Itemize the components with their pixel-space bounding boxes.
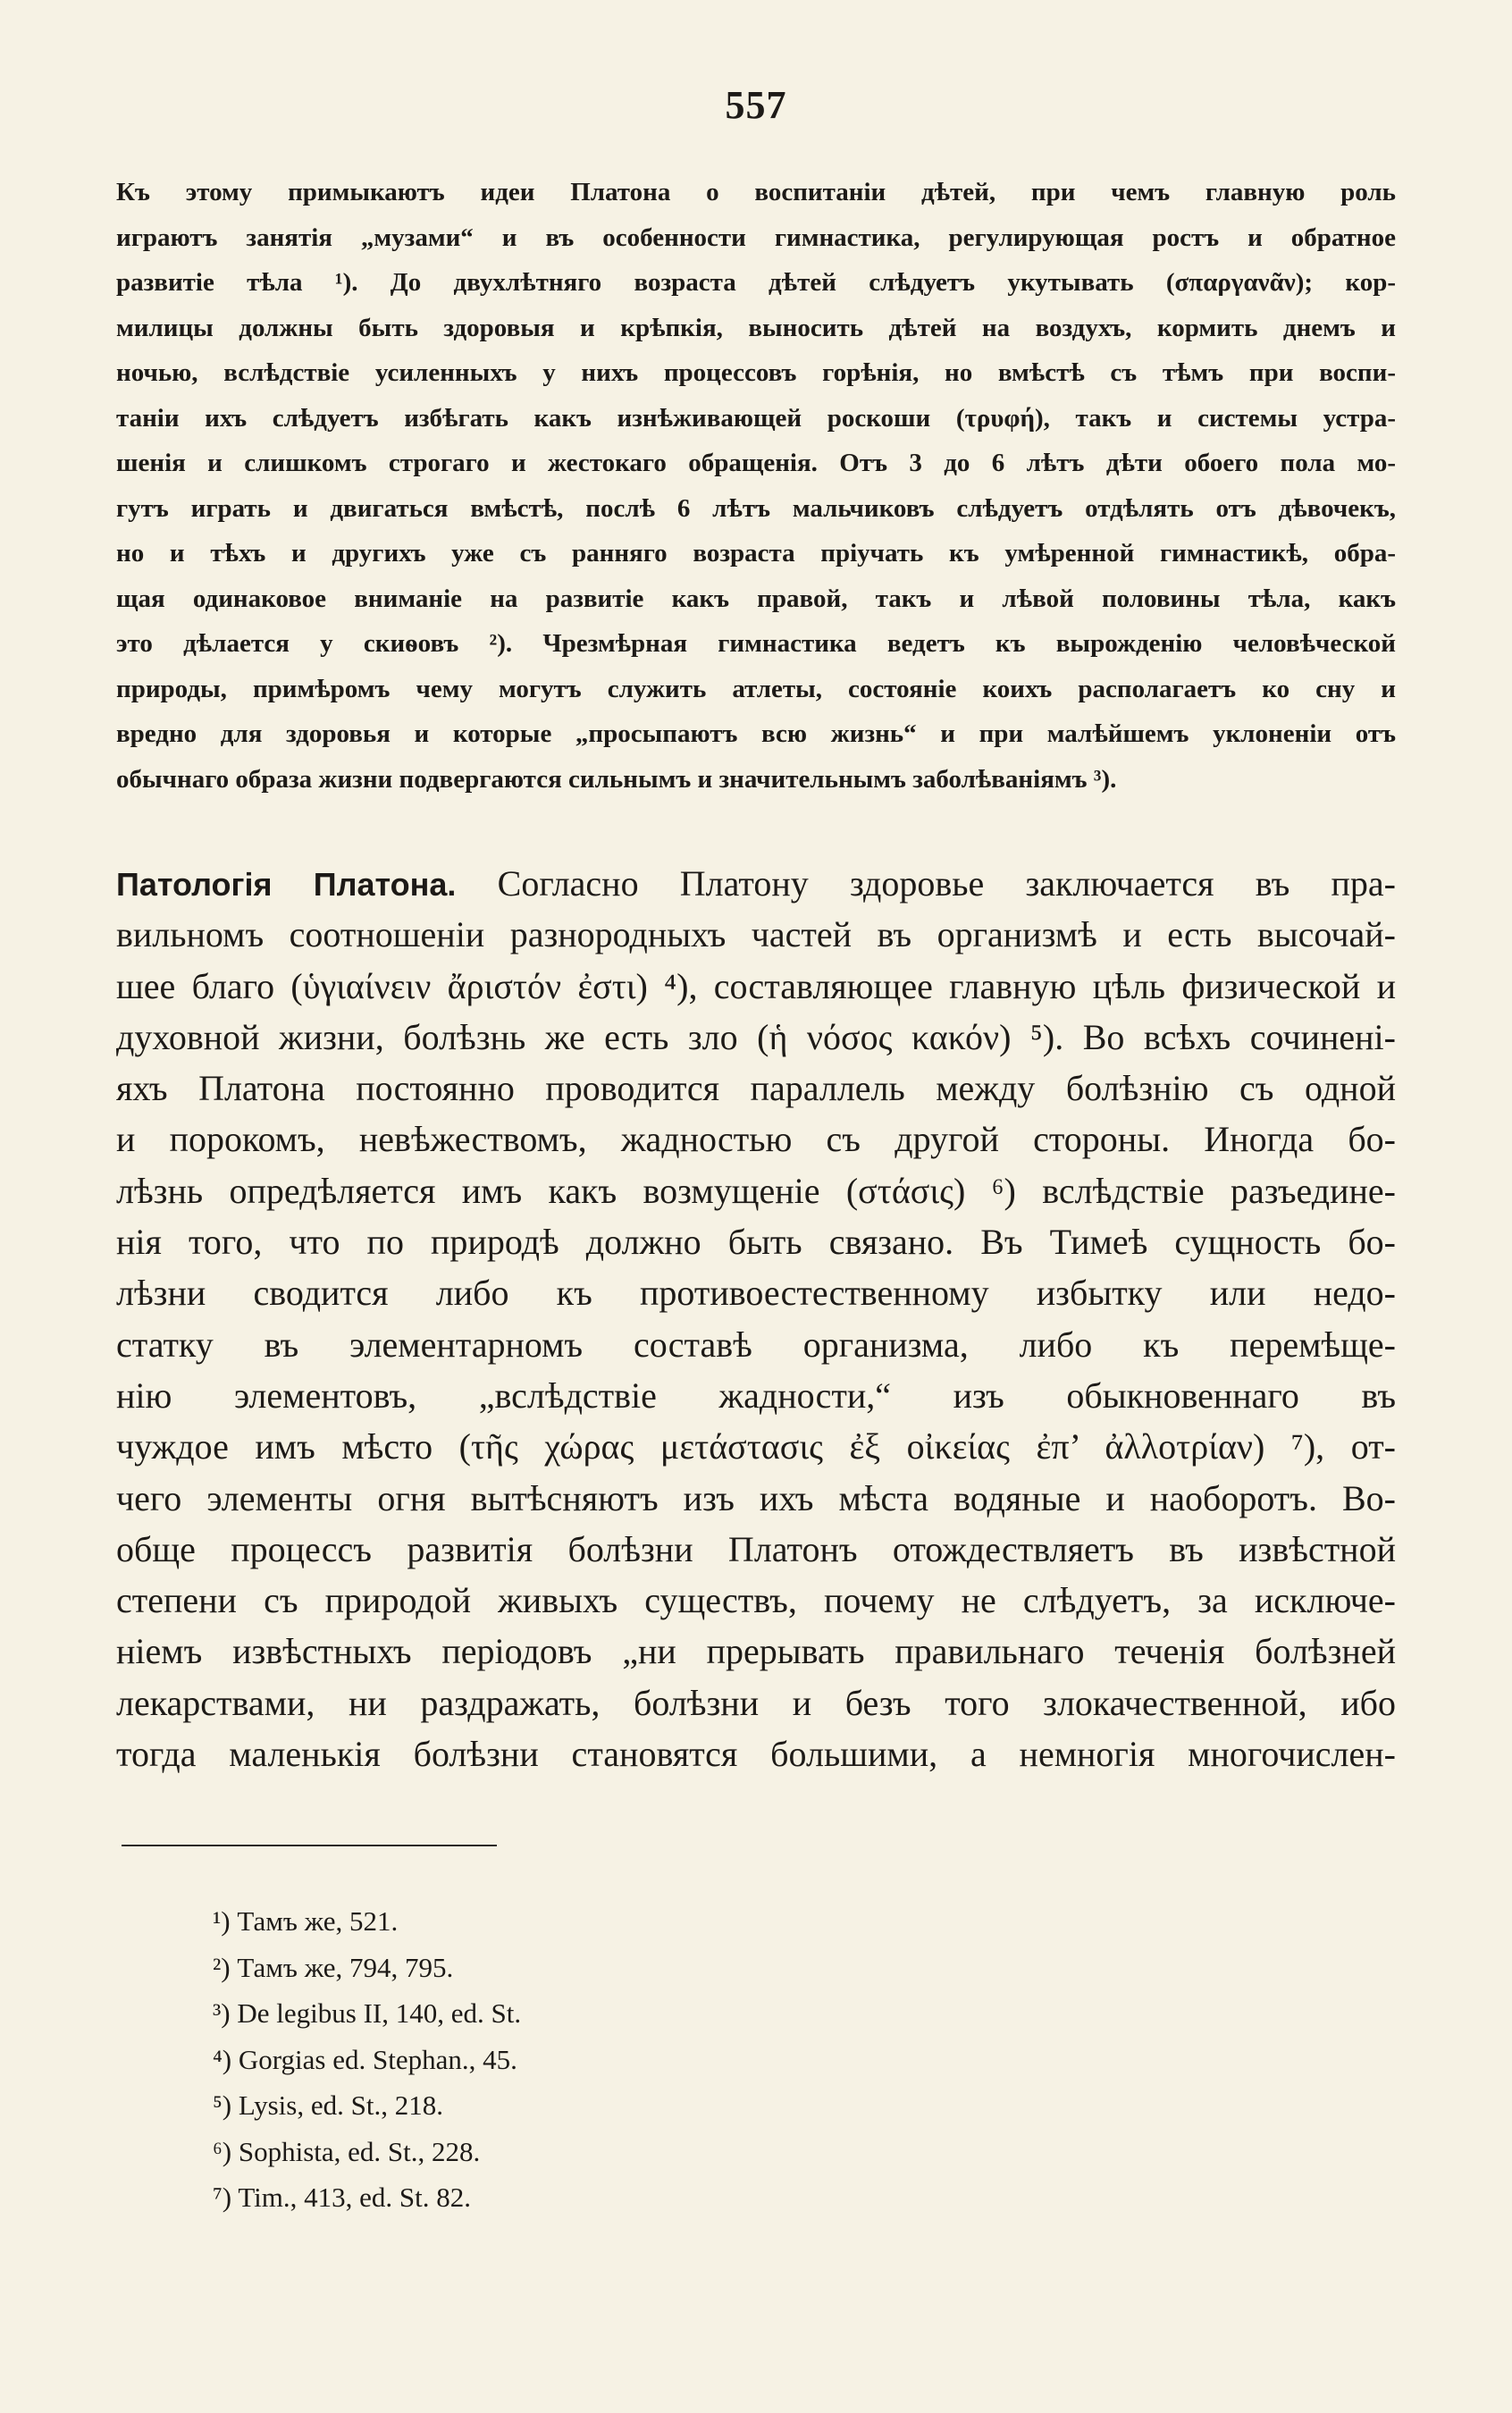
text-line: [116, 858, 1396, 909]
text-line: тогда маленькія болѣзни становятся большими, а немногія многочислен-: [116, 1734, 1396, 1775]
text-line: и порокомъ, невѣжествомъ, жадностью съ другой стороны. Иногда бо-: [116, 1119, 1396, 1160]
text-line: нія того, что по природѣ должно быть связано. Въ Тимеѣ сущность бо-: [116, 1222, 1396, 1263]
text-line: ніемъ извѣстныхъ періодовъ „ни прерывать правильнаго теченія болѣзней: [116, 1631, 1396, 1672]
text-line: гутъ играть и двигаться вмѣстѣ, послѣ 6 лѣтъ мальчиковъ слѣдуетъ отдѣлять отъ дѣвочекъ,: [116, 493, 1396, 523]
text-line: играютъ занятія „музами“ и въ особенности гимнастика, регулирующая ростъ и обратное: [116, 223, 1396, 252]
text-line: шее благо (ὑγιαίνειν ἄριστόν ἐστι) ⁴), составляющее главную цѣль физической и: [116, 965, 1396, 1006]
text-line: яхъ Платона постоянно проводится параллель между болѣзнію съ одной: [116, 1068, 1396, 1109]
footnote: ⁴) Gorgias ed. Stephan., 45.: [213, 2043, 517, 2075]
text-line: степени съ природой живыхъ существъ, почему не слѣдуетъ, за исключе-: [116, 1580, 1396, 1621]
text-line: это дѣлается у скиѳовъ ²). Чрезмѣрная гимнастика ведетъ къ вырожденію человѣческой: [116, 629, 1396, 658]
text-line: чуждое имъ мѣсто (τῆς χώρας μετάστασις ἐξ οἰκείας ἐπ’ ἀλλοτρίαν) ⁷), от-: [116, 1426, 1396, 1467]
section-heading: Патологія Платона.: [116, 866, 457, 903]
text-line: ночью, вслѣдствіе усиленныхъ у нихъ процессовъ горѣнія, но вмѣстѣ съ тѣмъ при воспи-: [116, 358, 1396, 387]
footnote: ³) De legibus II, 140, ed. St.: [213, 1997, 522, 2029]
footnote: ⁷) Tim., 413, ed. St. 82.: [213, 2182, 472, 2213]
text-line: обще процессъ развитія болѣзни Платонъ отождествляетъ въ извѣстной: [116, 1528, 1396, 1569]
text-line: вильномъ соотношеніи разнородныхъ частей въ организмѣ и есть высочай-: [116, 914, 1396, 955]
text-line: Къ этому примыкаютъ идеи Платона о воспитаніи дѣтей, при чемъ главную роль: [116, 178, 1396, 206]
text-line: обычнаго образа жизни подвергаются сильнымъ и значительнымъ заболѣваніямъ ³).: [116, 764, 1117, 794]
text-line: щая одинаковое вниманіе на развитіе какъ правой, такъ и лѣвой половины тѣла, какъ: [116, 584, 1396, 613]
paragraph-education: [116, 170, 1396, 802]
text-line: вредно для здоровья и которые „просыпаютъ всю жизнь“ и при малѣйшемъ уклоненіи отъ: [116, 719, 1396, 748]
text-line: духовной жизни, болѣзнь же есть зло (ἡ νόσος κακόν) ⁵). Во всѣхъ сочинені-: [116, 1016, 1396, 1057]
text-line: лекарствами, ни раздражать, болѣзни и безъ того злокачественной, ибо: [116, 1682, 1396, 1723]
text-line: развитіе тѣла ¹). До двухлѣтняго возраста дѣтей слѣдуетъ укутывать (σπαργανᾶν); кор-: [116, 268, 1396, 297]
text-line: природы, примѣромъ чему могутъ служить атлеты, состояніе коихъ располагаетъ ко сну и: [116, 674, 1396, 703]
text-line: лѣзни сводится либо къ противоестественному избытку или недо-: [116, 1273, 1396, 1314]
text-line: таніи ихъ слѣдуетъ избѣгать какъ изнѣживающей роскоши (τρυφή), такъ и системы устра-: [116, 403, 1396, 433]
paragraph-pathology: [116, 858, 1396, 1779]
text-line: нію элементовъ, „вслѣдствіе жадности,“ изъ обыкновеннаго въ: [116, 1375, 1396, 1416]
footnotes: [213, 1898, 928, 2221]
text-line: статку въ элементарномъ составѣ организма, либо къ перемѣще-: [116, 1324, 1396, 1365]
footnote: ⁵) Lysis, ed. St., 218.: [213, 2089, 443, 2121]
footnote-divider: [122, 1845, 497, 1846]
text-line: милицы должны быть здоровыя и крѣпкія, выносить дѣтей на воздухъ, кормить днемъ и: [116, 313, 1396, 342]
heading-line-text: Согласно Платону здоровье заключается въ пра-: [497, 863, 1397, 904]
text-line: чего элементы огня вытѣсняютъ изъ ихъ мѣста водяные и наоборотъ. Во-: [116, 1477, 1396, 1518]
footnote: ²) Тамъ же, 794, 795.: [213, 1951, 454, 1983]
text-line: но и тѣхъ и другихъ уже съ ранняго возраста пріучать къ умѣренной гимнастикѣ, обра-: [116, 539, 1396, 568]
footnote: ⁶) Sophista, ed. St., 228.: [213, 2135, 481, 2167]
footnote: ¹) Тамъ же, 521.: [213, 1905, 399, 1937]
page-number: 557: [725, 83, 787, 127]
text-line: шенія и слишкомъ строгаго и жестокаго обращенія. Отъ 3 до 6 лѣтъ дѣти обоего пола мо-: [116, 449, 1396, 477]
text-line: лѣзнь опредѣляется имъ какъ возмущеніе (στάσις) ⁶) вслѣдствіе разъедине-: [116, 1170, 1396, 1211]
